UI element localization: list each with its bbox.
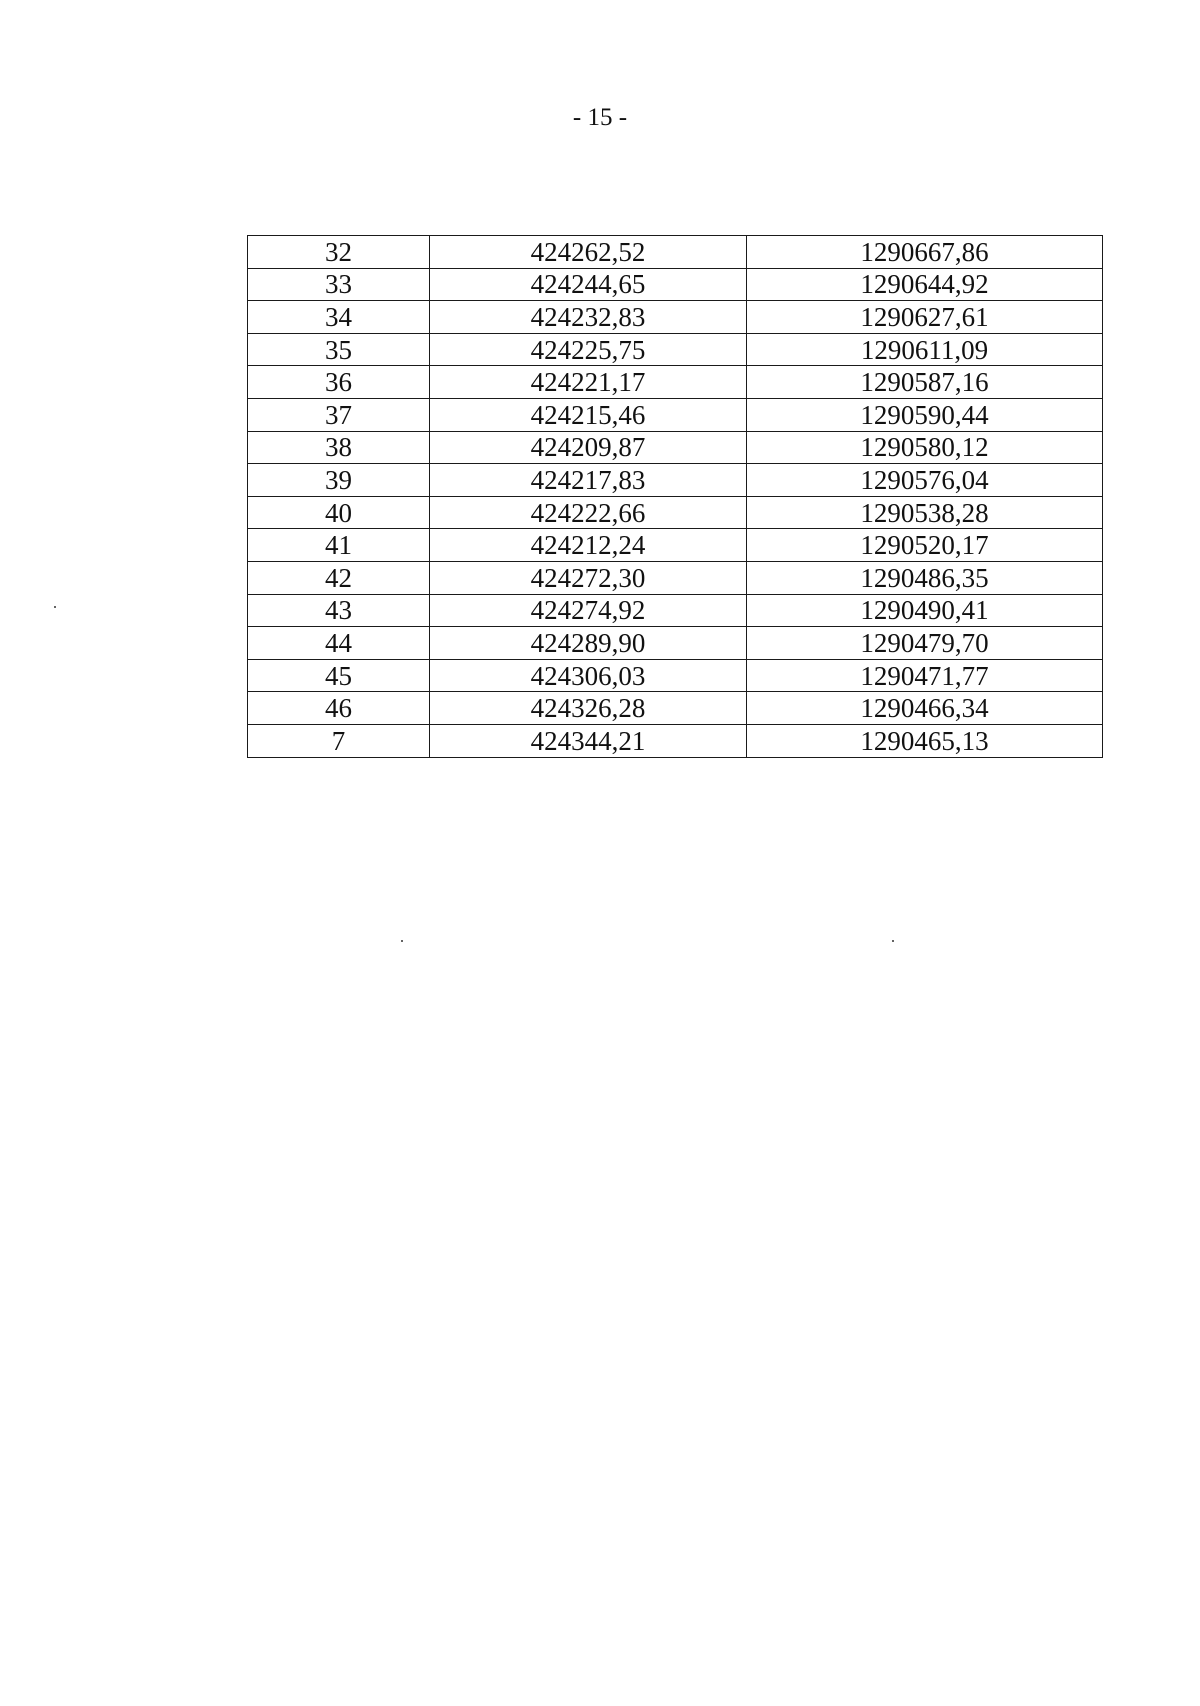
x-coordinate-cell: 424244,65 bbox=[430, 268, 747, 301]
x-coordinate-cell: 424306,03 bbox=[430, 659, 747, 692]
point-number-cell: 45 bbox=[248, 659, 430, 692]
table-row bbox=[248, 268, 1103, 301]
point-number-cell: 35 bbox=[248, 333, 430, 366]
y-coordinate-cell: 1290576,04 bbox=[747, 464, 1103, 497]
point-number-cell: 41 bbox=[248, 529, 430, 562]
y-coordinate-cell: 1290667,86 bbox=[747, 236, 1103, 269]
y-coordinate-cell: 1290466,34 bbox=[747, 692, 1103, 725]
y-coordinate-cell: 1290520,17 bbox=[747, 529, 1103, 562]
table-row bbox=[248, 561, 1103, 594]
table-row bbox=[248, 398, 1103, 431]
y-coordinate-cell: 1290580,12 bbox=[747, 431, 1103, 464]
x-coordinate-cell: 424272,30 bbox=[430, 561, 747, 594]
x-coordinate-cell: 424222,66 bbox=[430, 496, 747, 529]
coordinates-table-body bbox=[248, 236, 1103, 758]
scan-speck bbox=[401, 940, 403, 942]
table-row bbox=[248, 692, 1103, 725]
table-row bbox=[248, 464, 1103, 497]
x-coordinate-cell: 424289,90 bbox=[430, 627, 747, 660]
point-number-cell: 32 bbox=[248, 236, 430, 269]
x-coordinate-cell: 424274,92 bbox=[430, 594, 747, 627]
table-row bbox=[248, 496, 1103, 529]
x-coordinate-cell: 424232,83 bbox=[430, 301, 747, 334]
point-number-cell: 38 bbox=[248, 431, 430, 464]
point-number-cell: 34 bbox=[248, 301, 430, 334]
y-coordinate-cell: 1290490,41 bbox=[747, 594, 1103, 627]
x-coordinate-cell: 424262,52 bbox=[430, 236, 747, 269]
point-number-cell: 42 bbox=[248, 561, 430, 594]
point-number-cell: 40 bbox=[248, 496, 430, 529]
x-coordinate-cell: 424217,83 bbox=[430, 464, 747, 497]
table-row bbox=[248, 627, 1103, 660]
point-number-cell: 33 bbox=[248, 268, 430, 301]
point-number-cell: 36 bbox=[248, 366, 430, 399]
y-coordinate-cell: 1290486,35 bbox=[747, 561, 1103, 594]
point-number-cell: 37 bbox=[248, 398, 430, 431]
y-coordinate-cell: 1290471,77 bbox=[747, 659, 1103, 692]
point-number-cell: 46 bbox=[248, 692, 430, 725]
table-row bbox=[248, 724, 1103, 757]
y-coordinate-cell: 1290644,92 bbox=[747, 268, 1103, 301]
x-coordinate-cell: 424215,46 bbox=[430, 398, 747, 431]
table-row bbox=[248, 236, 1103, 269]
x-coordinate-cell: 424344,21 bbox=[430, 724, 747, 757]
x-coordinate-cell: 424212,24 bbox=[430, 529, 747, 562]
x-coordinate-cell: 424225,75 bbox=[430, 333, 747, 366]
y-coordinate-cell: 1290479,70 bbox=[747, 627, 1103, 660]
y-coordinate-cell: 1290538,28 bbox=[747, 496, 1103, 529]
table-row bbox=[248, 529, 1103, 562]
point-number-cell: 44 bbox=[248, 627, 430, 660]
scan-speck bbox=[54, 606, 56, 608]
table-row bbox=[248, 366, 1103, 399]
y-coordinate-cell: 1290590,44 bbox=[747, 398, 1103, 431]
table-row bbox=[248, 594, 1103, 627]
table-row bbox=[248, 301, 1103, 334]
coordinates-table bbox=[247, 235, 1103, 758]
point-number-cell: 43 bbox=[248, 594, 430, 627]
table-row bbox=[248, 659, 1103, 692]
y-coordinate-cell: 1290465,13 bbox=[747, 724, 1103, 757]
y-coordinate-cell: 1290587,16 bbox=[747, 366, 1103, 399]
page-number: - 15 - bbox=[572, 104, 628, 131]
scan-speck bbox=[892, 940, 894, 942]
point-number-cell: 7 bbox=[248, 724, 430, 757]
x-coordinate-cell: 424209,87 bbox=[430, 431, 747, 464]
table-row bbox=[248, 431, 1103, 464]
point-number-cell: 39 bbox=[248, 464, 430, 497]
table-row bbox=[248, 333, 1103, 366]
x-coordinate-cell: 424221,17 bbox=[430, 366, 747, 399]
y-coordinate-cell: 1290627,61 bbox=[747, 301, 1103, 334]
y-coordinate-cell: 1290611,09 bbox=[747, 333, 1103, 366]
x-coordinate-cell: 424326,28 bbox=[430, 692, 747, 725]
